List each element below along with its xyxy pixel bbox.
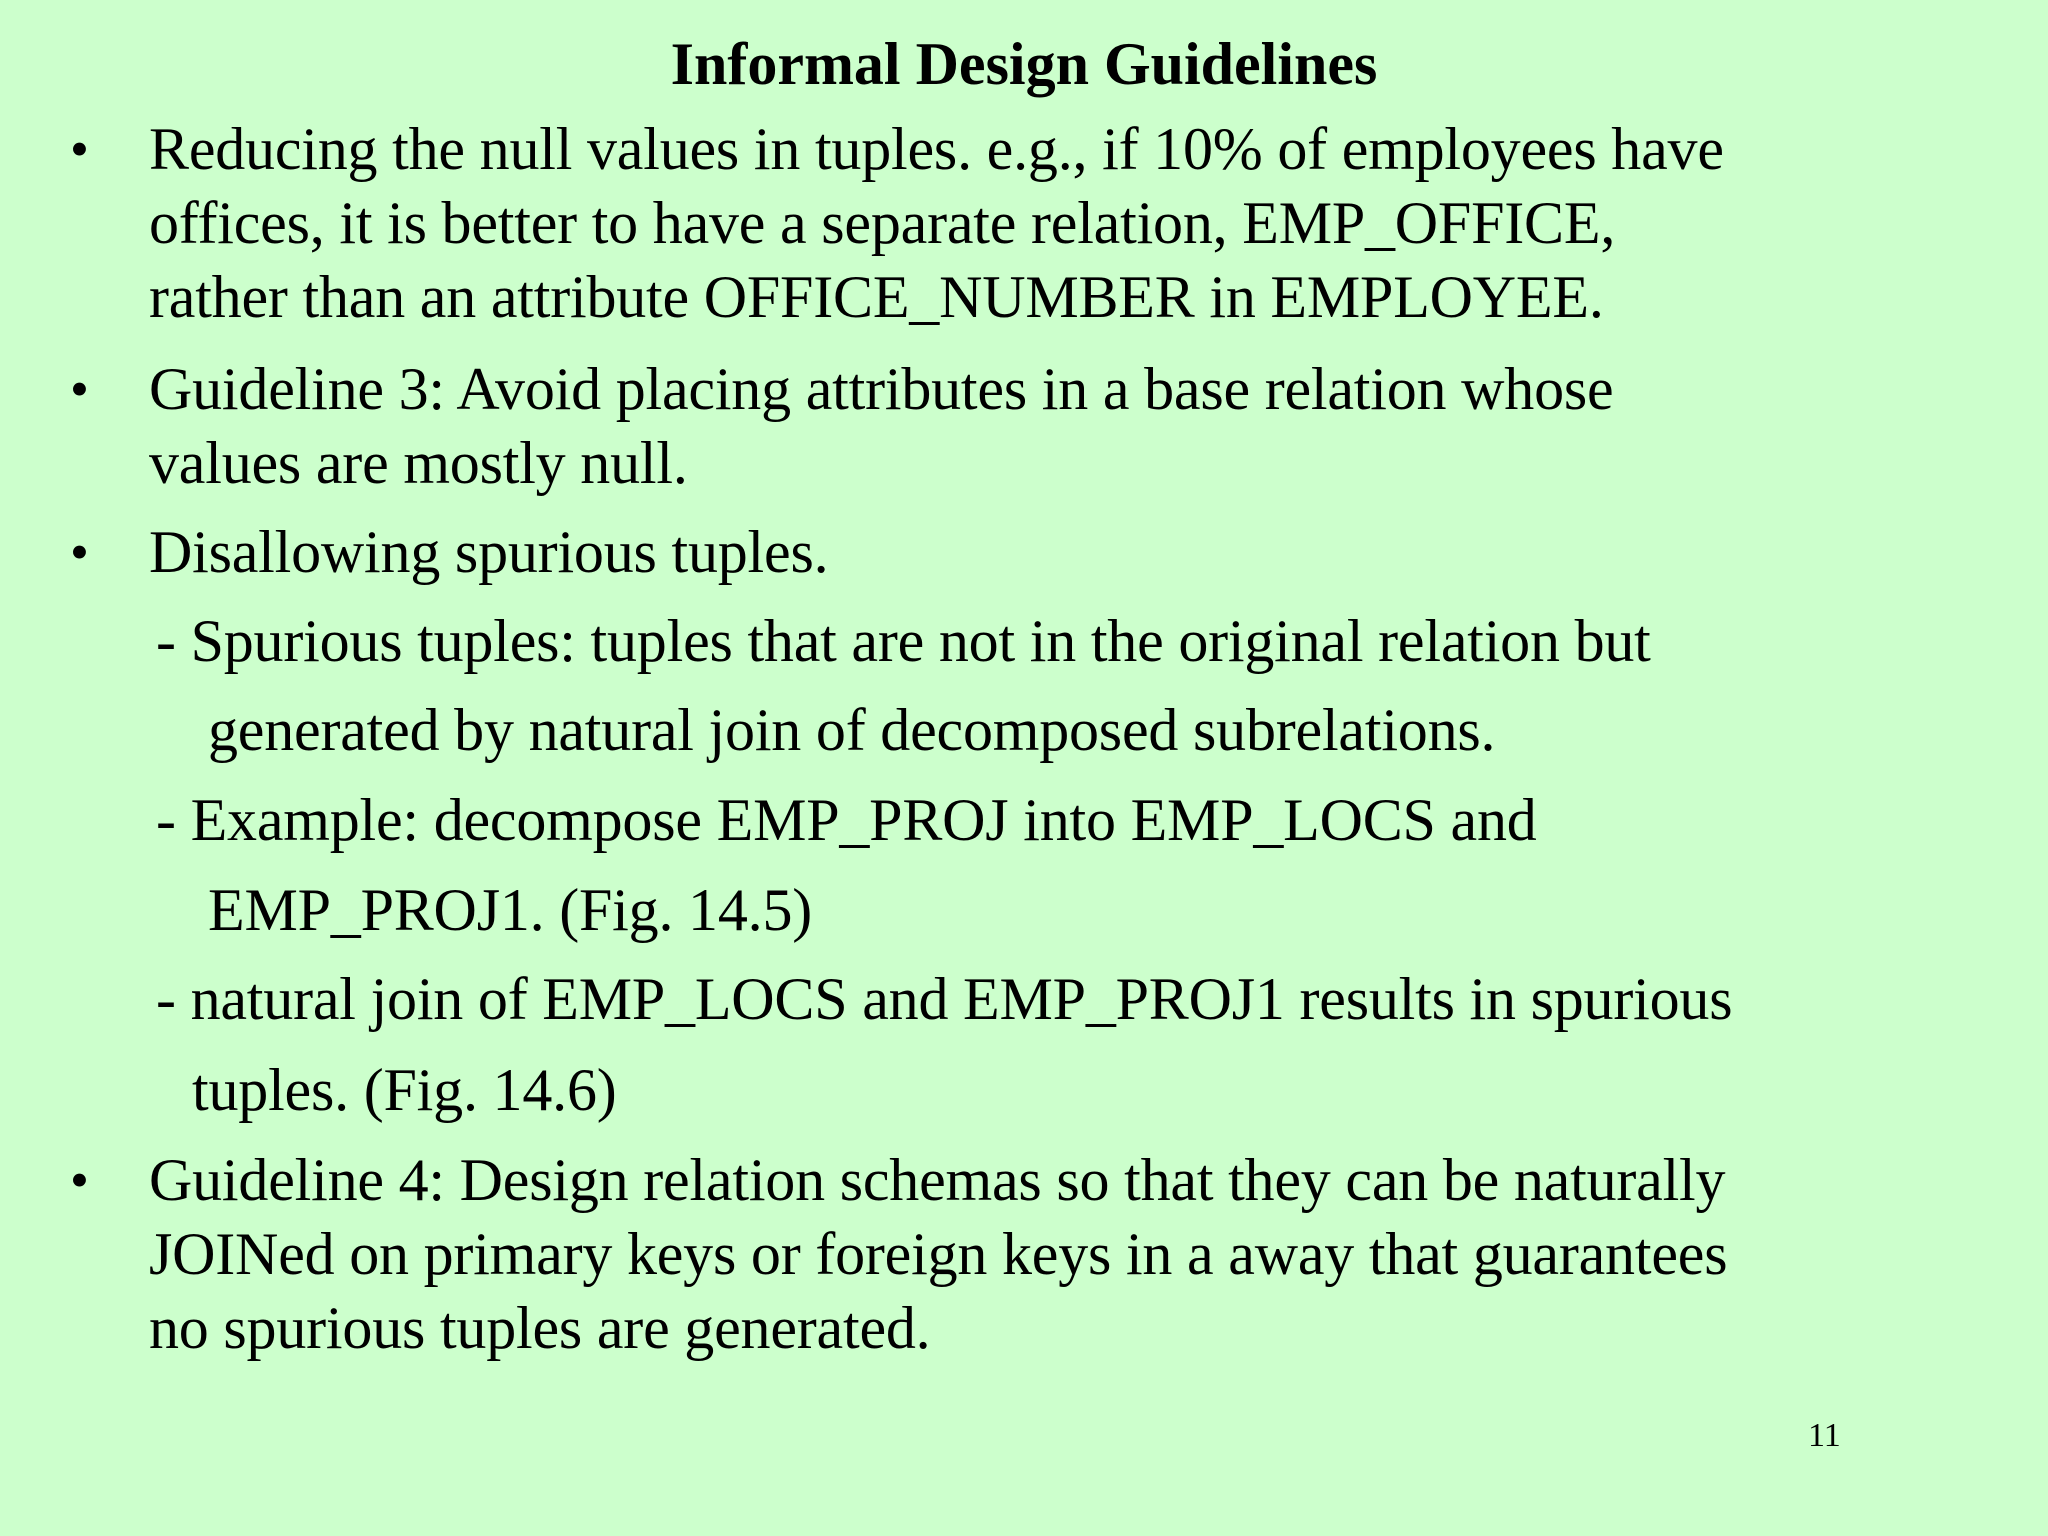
bullet-4-line-3: no spurious tuples are generated. [149,1295,931,1361]
bullet-2-line-1: Guideline 3: Avoid placing attributes in a base relation whose [149,356,1614,422]
bullet-1-line-3: rather than an attribute OFFICE_NUMBER in EMPLOYEE. [149,264,1604,330]
bullet-4-line-1: Guideline 4: Design relation schemas so that they can be naturally [149,1147,1726,1213]
bullet-marker: • [70,119,89,179]
bullet-marker: • [70,522,89,582]
subpoint-3-line-2: tuples. (Fig. 14.6) [192,1057,617,1123]
page-number: 11 [1808,1417,1841,1454]
bullet-4-line-2: JOINed on primary keys or foreign keys in a away that guarantees [149,1221,1728,1287]
subpoint-1-line-1: - Spurious tuples: tuples that are not in the original relation but [156,608,1651,674]
bullet-marker: • [70,1150,89,1210]
subpoint-2-line-2: EMP_PROJ1. (Fig. 14.5) [208,877,813,943]
bullet-marker: • [70,359,89,419]
slide-title: Informal Design Guidelines [670,31,1378,97]
bullet-2-line-2: values are mostly null. [149,430,688,496]
subpoint-3-line-1: - natural join of EMP_LOCS and EMP_PROJ1 results in spurious [156,966,1733,1032]
subpoint-1-line-2: generated by natural join of decomposed subrelations. [208,697,1496,763]
bullet-1-line-2: offices, it is better to have a separate relation, EMP_OFFICE, [149,190,1616,256]
bullet-3-line-1: Disallowing spurious tuples. [149,519,829,585]
subpoint-2-line-1: - Example: decompose EMP_PROJ into EMP_LOCS and [156,787,1537,853]
bullet-1-line-1: Reducing the null values in tuples. e.g., if 10% of employees have [149,116,1724,182]
